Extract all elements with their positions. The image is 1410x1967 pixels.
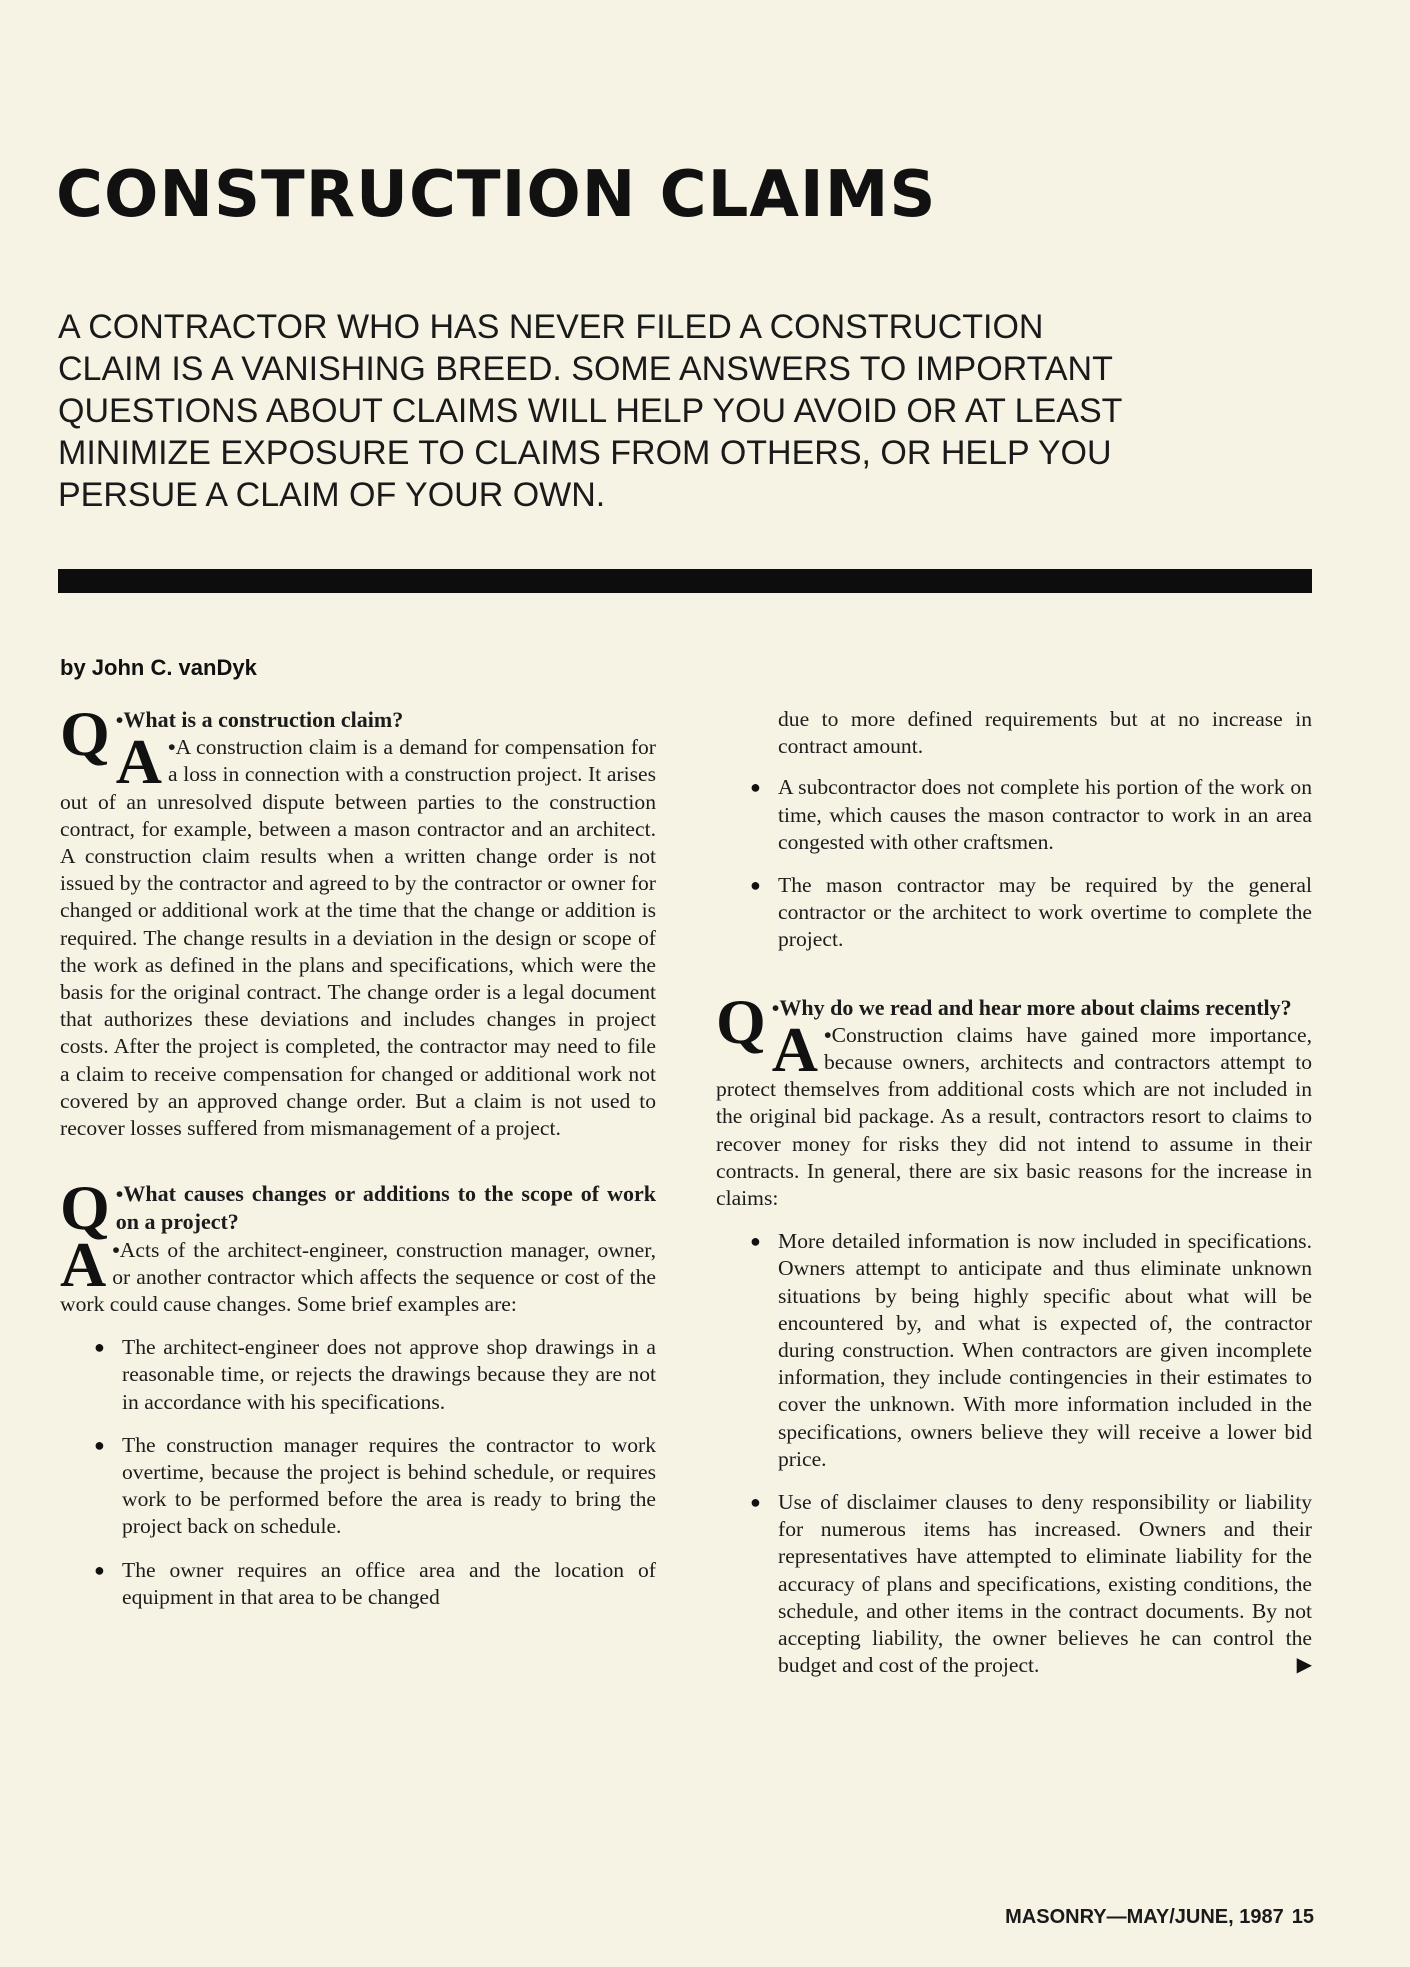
list-item-text: Use of disclaimer clauses to deny responsibility or liability for numerous items has increased. Owners and their representatives have attempted to eliminate liability for the accuracy of plans and specifications, existing conditions, the schedule, and other items in the contract documents. By not accepting liability, the owner believes he can control the budget and cost of the project. xyxy=(778,1490,1312,1678)
list-item: ● A subcontractor does not complete his portion of the work on time, which causes the mason contractor to work in an area congested with other craftsmen. xyxy=(750,774,1312,856)
answer: A •A construction claim is a demand for compensation for a loss in connection with a construction project. It arises out of an unresolved dispute between parties to the construction contract, for example, between a mason contractor and an architect. A construction claim results when a written change order is not issued by the contractor and agreed to by the contractor or owner for changed or additional work at the time that the change or addition is required. The change results in a deviation in the design or scope of the work as defined in the plans and specifications, which were the basis for the original contract. The change order is a legal document that authorizes these deviations and includes changes in project costs. After the project is completed, the contractor may need to file a claim to receive compensation for changed or additional work not covered by an approved change order. But a claim is not used to recover losses suffered from mismanagement of a project. xyxy=(60,726,656,1141)
page-number: 15 xyxy=(1291,1906,1314,1928)
list-item xyxy=(750,1489,1312,1679)
a-drop-letter: A xyxy=(115,726,162,798)
deck-line: QUESTIONS ABOUT CLAIMS WILL HELP YOU AVOID OR AT LEAST xyxy=(58,392,1123,430)
byline: by John C. vanDyk xyxy=(60,655,257,680)
question-text: What causes changes or additions to the scope of work on a project? xyxy=(115,1181,656,1235)
examples-list xyxy=(60,1334,656,1611)
answer: A •Acts of the architect-engineer, construction manager, owner, or another contractor which affects the sequence or cost of the work could cause changes. Some brief examples are: xyxy=(60,1228,656,1317)
question: Q •What is a construction claim? xyxy=(60,698,404,769)
list-item-continuation: due to more defined requirements but at no increase in contract amount. xyxy=(778,707,1312,759)
page-footer xyxy=(1005,1906,1314,1929)
question: Q •What causes changes or additions to the scope of work on a project? xyxy=(60,1172,656,1244)
answer-text: A construction claim is a demand for compensation for a loss in connection with a construction project. It arises out of an unresolved dispute between parties to the construction contract, for example, between a mason contractor and an architect. A construction claim results when a written change order is not issued by the contractor and agreed to by the contractor or owner for changed or additional work at the time that the change or addition is required. The change results in a deviation in the design or scope of the work as defined in the plans and specifications, which were the basis for the original contract. The change order is a legal document that authorizes these deviations and includes changes in project costs. After the project is completed, the contractor may need to file a claim to receive compensation for changed or additional work not covered by an approved change order. But a claim is not used to recover losses suffered from mismanagement of a project. xyxy=(60,735,656,1141)
deck-line: A CONTRACTOR WHO HAS NEVER FILED A CONSTRUCTION xyxy=(58,308,1044,346)
q-drop-letter: Q xyxy=(60,698,110,769)
list-item: ● The mason contractor may be required by the general contractor or the architect to work overtime to complete the project. xyxy=(750,872,1312,954)
qa-block-3 xyxy=(716,985,1312,1680)
a-drop-letter: A xyxy=(60,1228,107,1300)
question-text: What is a construction claim? xyxy=(123,707,404,732)
deck-line: CLAIM IS A VANISHING BREED. SOME ANSWERS TO IMPORTANT xyxy=(58,350,1113,388)
qa-block-2 xyxy=(60,1172,656,1611)
section-divider xyxy=(58,569,1312,593)
deck-line: MINIMIZE EXPOSURE TO CLAIMS FROM OTHERS, OR HELP YOU xyxy=(58,434,1112,472)
qa-block-1 xyxy=(60,698,656,1142)
continue-arrow-icon: ▶ xyxy=(1296,1654,1312,1677)
examples-list-continued xyxy=(716,774,1312,953)
reasons-list xyxy=(716,1228,1312,1679)
list-item: ● The architect-engineer does not approve shop drawings in a reasonable time, or rejects the drawings because they are not in accordance with his specifications. xyxy=(94,1334,656,1416)
publication-info: MASONRY—MAY/JUNE, 1987 xyxy=(1005,1906,1284,1928)
answer-text: Acts of the architect-engineer, construction manager, owner, or another contractor which affects the sequence or cost of the work could cause changes. Some brief examples are: xyxy=(60,1237,656,1317)
article-title: CONSTRUCTION CLAIMS xyxy=(56,158,937,232)
q-drop-letter: Q xyxy=(60,1172,110,1244)
q-drop-letter: Q xyxy=(716,985,766,1057)
answer: A •Construction claims have gained more importance, because owners, architects and contractors attempt to protect themselves from additional costs which are not included in the original bid package. As a result, contractors resort to claims to recover money for risks they did not intend to assume in their contracts. In general, there are six basic reasons for the increase in claims: xyxy=(716,1013,1312,1211)
right-column xyxy=(716,706,1312,1696)
list-item: ● More detailed information is now included in specifications. Owners attempt to anticipate and thus eliminate unknown situations by being highly specific about what will be encountered by, and what is expected of, the contractor during construction. When contractors are given incomplete information, they include contingencies in their estimates to cover the unknown. With more information included in the specifications, owners believe they will receive a lower bid price. xyxy=(750,1228,1312,1473)
article-deck xyxy=(58,306,1178,516)
deck-line: PERSUE A CLAIM OF YOUR OWN. xyxy=(58,476,606,514)
left-column xyxy=(60,698,656,1627)
question-text: Why do we read and hear more about claims recently? xyxy=(779,994,1292,1020)
question: Q •Why do we read and hear more about claims recently? xyxy=(716,985,1292,1057)
a-drop-letter: A xyxy=(771,1013,818,1085)
answer-text: Construction claims have gained more importance, because owners, architects and contractors attempt to protect themselves from additional costs which are not included in the original bid package. As a result, contractors resort to claims to recover money for risks they did not intend to assume in their contracts. In general, there are six basic reasons for the increase in claims: xyxy=(716,1022,1312,1211)
list-item: ● The construction manager requires the contractor to work overtime, because the project is behind schedule, or requires work to be performed before the area is ready to bring the project back on schedule. xyxy=(94,1432,656,1541)
list-item: ● The owner requires an office area and the location of equipment in that area to be changed xyxy=(94,1557,656,1611)
